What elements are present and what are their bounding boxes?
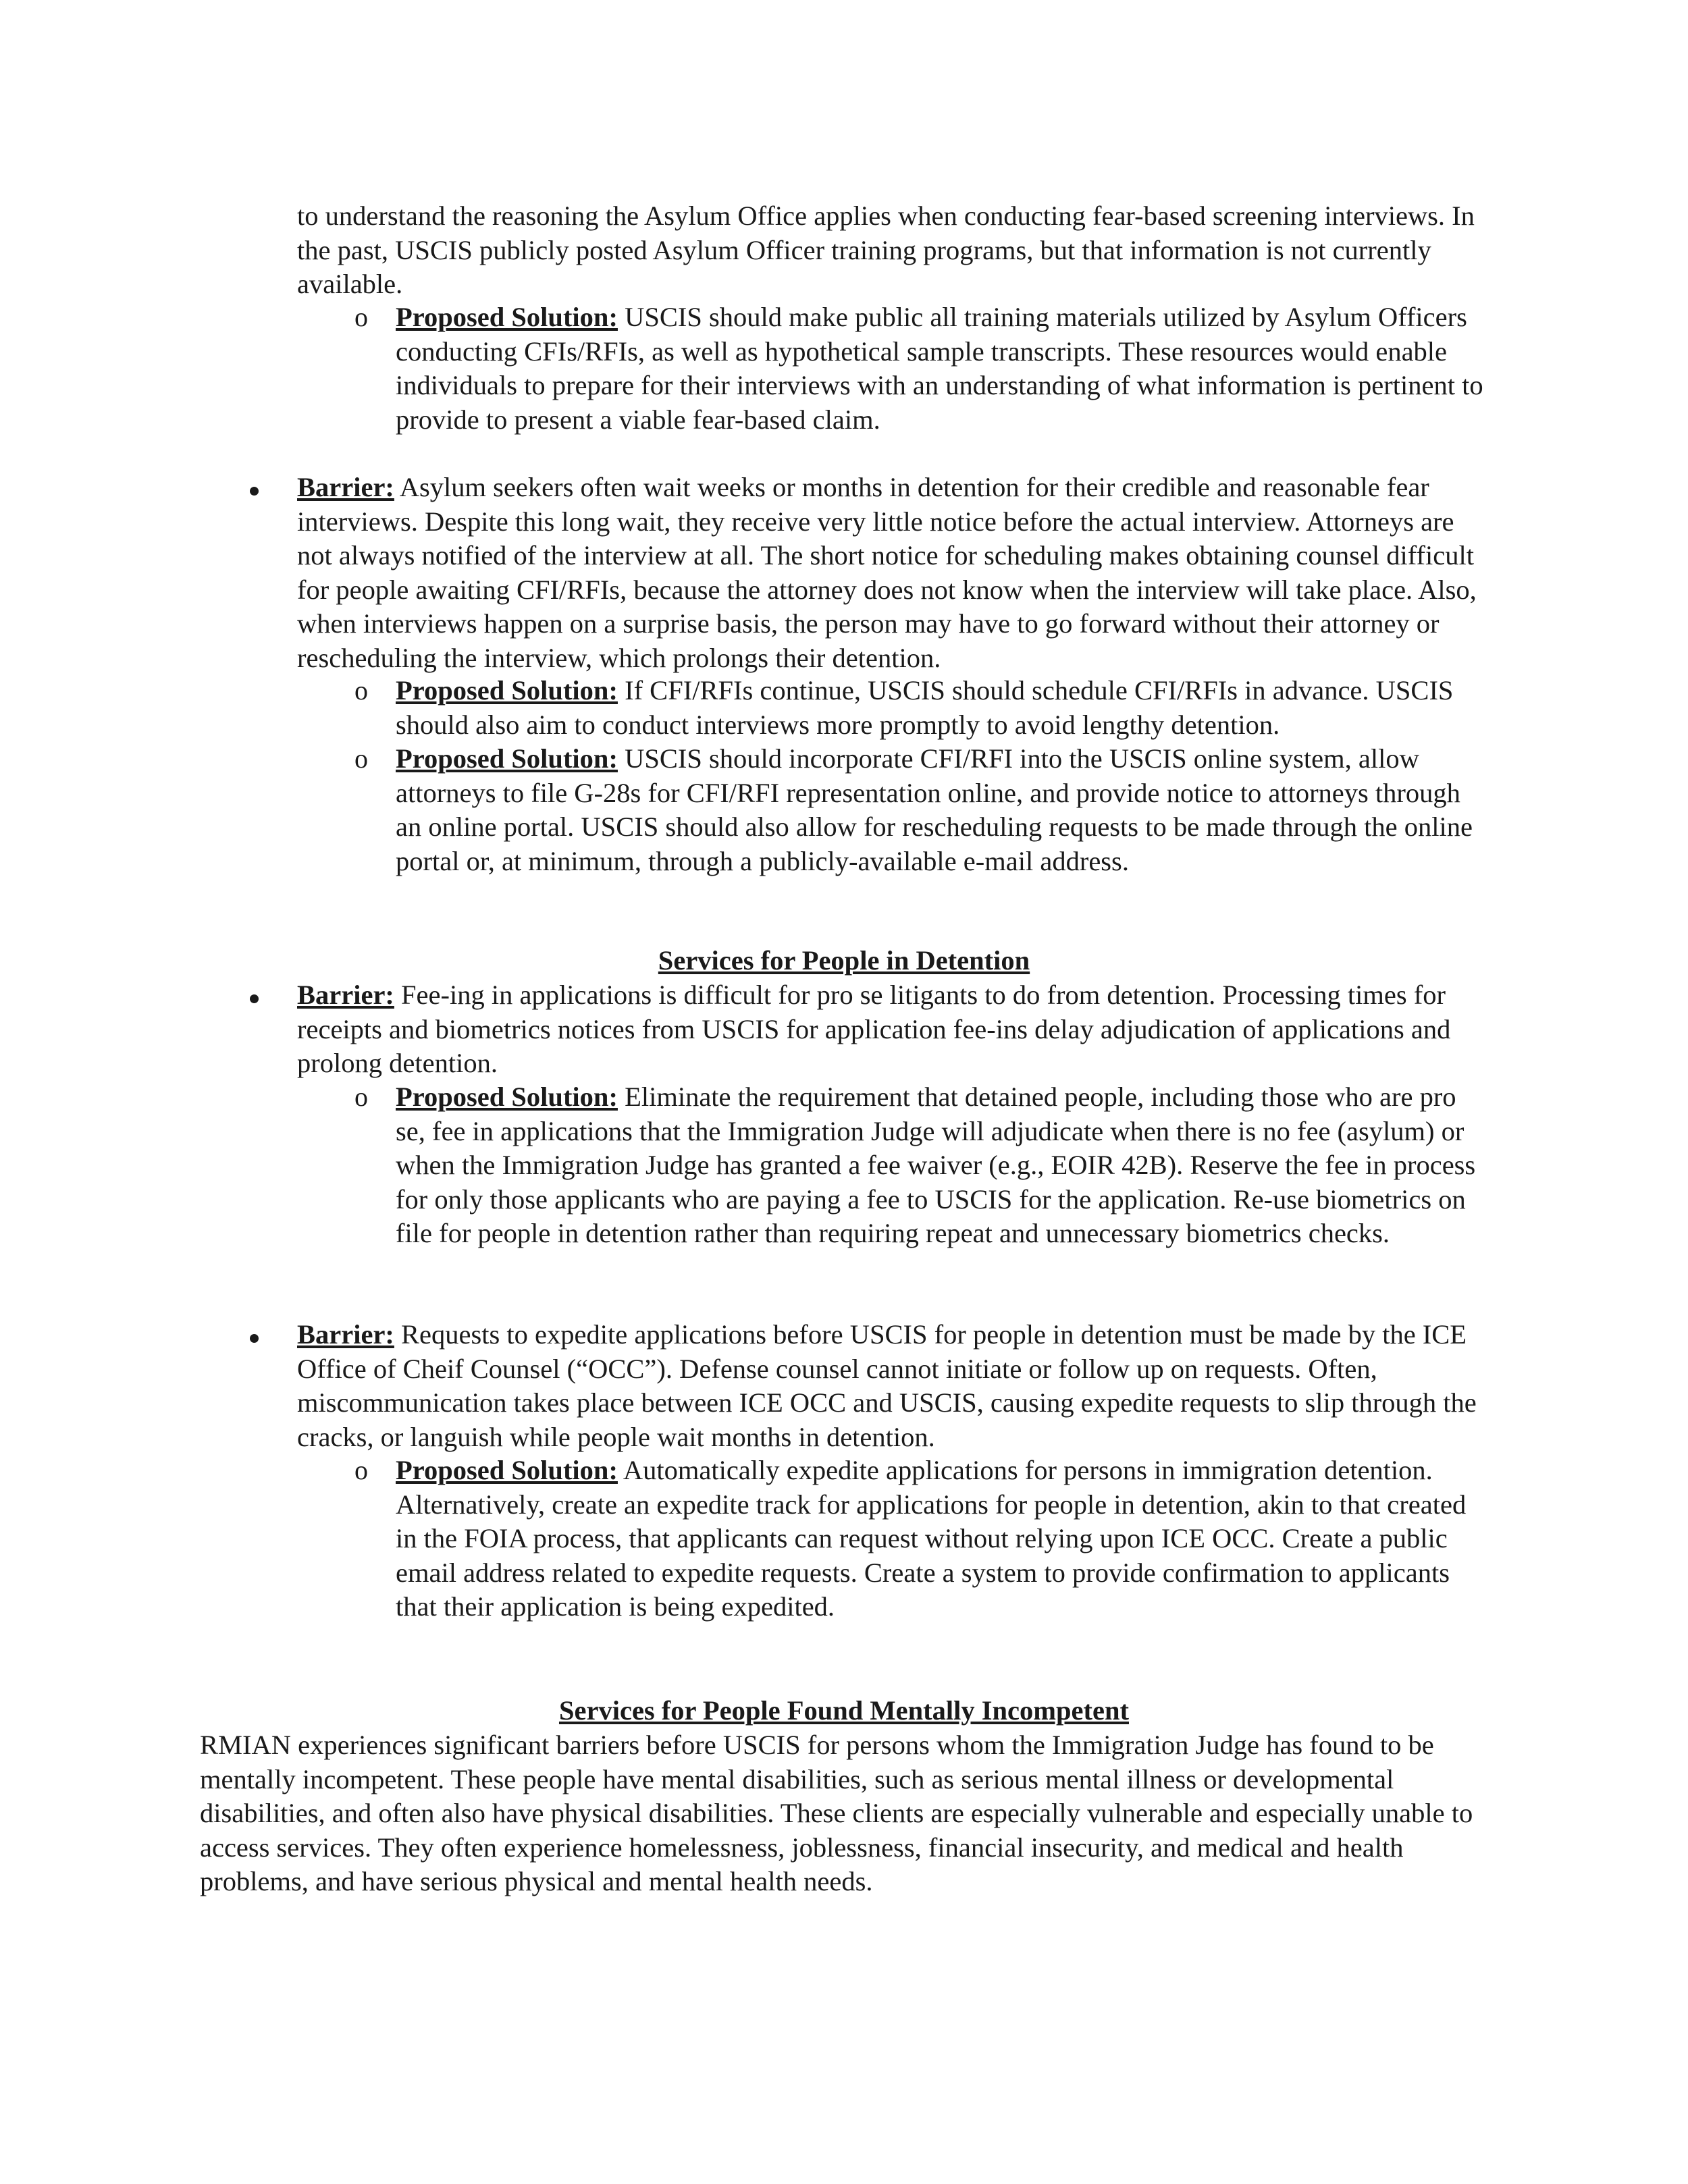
sub-bullet-marker: o [354, 1455, 368, 1485]
intro-paragraph: to understand the reasoning the Asylum Office applies when conducting fear-based screening interviews. In the past, USCIS publicly posted Asylum Officer training programs, but that information is not currently available. [297, 201, 1475, 299]
proposed-solution-label: Proposed Solution: [396, 1455, 618, 1485]
proposed-solution-label: Proposed Solution: [396, 1082, 618, 1112]
barrier-label: Barrier: [297, 1319, 394, 1350]
rmian-paragraph: RMIAN experiences significant barriers before USCIS for persons whom the Immigration Judge has found to be mentally incompetent. These people have mental disabilities, such as serious mental illness or developmental disabilities, and often also have physical disabilities. These clients are especially vulnerable and especially unable to access services. They often experience homelessness, joblessness, financial insecurity, and medical and health problems, and have serious physical and mental health needs. [200, 1730, 1473, 1896]
proposed-solution-training [396, 300, 1489, 437]
sub-bullet-marker: o [354, 302, 368, 332]
bullet-icon [250, 994, 259, 1003]
proposed-solution-schedule [396, 674, 1489, 742]
section-heading-detention: Services for People in Detention [658, 945, 1030, 976]
barrier-text: Requests to expedite applications before USCIS for people in detention must be made by the ICE Office of Cheif Counsel (“OCC”). Defense counsel cannot initiate or follow up on requests. Often, miscommunication takes place between ICE OCC and USCIS, causing expedite requests to slip through the cracks, or languish while people wait months in detention. [297, 1319, 1477, 1452]
barrier-text: Asylum seekers often wait weeks or months in detention for their credible and reasonable fear interviews. Despite this long wait, they receive very little notice before the actual interview. Attorneys are not always notified of the interview at all. The short notice for scheduling makes obtaining counsel difficult for people awaiting CFI/RFIs, because the attorney does not know when the interview will take place. Also, when interviews happen on a surprise basis, the person may have to go forward without their attorney or rescheduling the interview, which prolongs their detention. [297, 472, 1477, 673]
proposed-solution-label: Proposed Solution: [396, 302, 618, 332]
proposed-solution-label: Proposed Solution: [396, 675, 618, 705]
proposed-solution-expedite [396, 1454, 1489, 1624]
proposed-solution-label: Proposed Solution: [396, 743, 618, 774]
sub-bullet-marker: o [354, 743, 368, 774]
barrier-interview-notice [297, 471, 1485, 675]
sub-bullet-marker: o [354, 675, 368, 705]
proposed-solution-text: USCIS should incorporate CFI/RFI into the USCIS online system, allow attorneys to file G-28s for CFI/RFI representation online, and provide notice to attorneys through an online portal. USCIS should also allow for rescheduling requests to be made through the online portal or, at minimum, through a publicly-available e-mail address. [396, 743, 1473, 876]
sub-bullet-marker: o [354, 1082, 368, 1112]
barrier-fee-in [297, 978, 1485, 1081]
proposed-solution-text: USCIS should make public all training materials utilized by Asylum Officers conducting CFIs/RFIs, as well as hypothetical sample transcripts. These resources would enable individuals to prepare for their interviews with an understanding of what information is pertinent to provide to present a viable fear-based claim. [396, 302, 1483, 435]
proposed-solution-text: Automatically expedite applications for persons in immigration detention. Alternatively, create an expedite track for applications for people in detention, akin to that created in the FOIA process, that applicants can request without relying upon ICE OCC. Create a public email address related to expedite requests. Create a system to provide confirmation to applicants that their application is being expedited. [396, 1455, 1467, 1622]
proposed-solution-text: Eliminate the requirement that detained people, including those who are pro se, fee in applications that the Immigration Judge will adjudicate when there is no fee (asylum) or when the Immigration Judge has granted a fee waiver (e.g., EOIR 42B). Reserve the fee in process for only those applicants who are paying a fee to USCIS for the application. Re-use biometrics on file for people in detention rather than requiring repeat and unnecessary biometrics checks. [396, 1082, 1476, 1248]
section-heading-incompetent: Services for People Found Mentally Incompetent [558, 1695, 1129, 1726]
barrier-text: Fee-ing in applications is difficult for pro se litigants to do from detention. Processing times for receipts and biometrics notices from USCIS for application fee-ins delay adjudication of applications and prolong detention. [297, 980, 1451, 1078]
proposed-solution-fee [396, 1080, 1489, 1251]
bullet-icon [250, 1334, 259, 1343]
proposed-solution-text: If CFI/RFIs continue, USCIS should schedule CFI/RFIs in advance. USCIS should also aim to conduct interviews more promptly to avoid lengthy detention. [396, 675, 1454, 740]
barrier-expedite [297, 1318, 1485, 1454]
bullet-icon [250, 487, 259, 496]
barrier-label: Barrier: [297, 980, 394, 1010]
proposed-solution-online-system [396, 742, 1489, 878]
barrier-label: Barrier: [297, 472, 394, 502]
